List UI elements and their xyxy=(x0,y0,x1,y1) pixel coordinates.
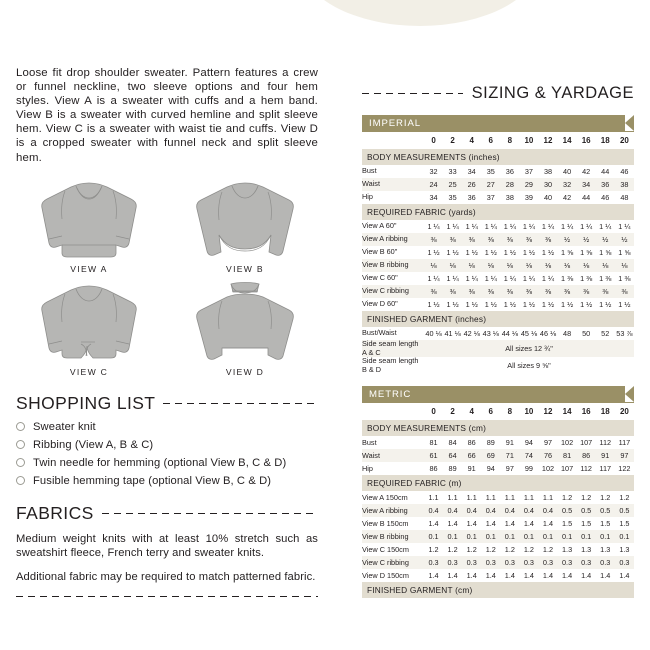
size-header: 12 xyxy=(543,136,553,145)
row-label: View A ribbing xyxy=(362,233,424,246)
imperial-banner-label: IMPERIAL xyxy=(369,118,421,129)
row-label: Hip xyxy=(362,462,424,475)
list-item[interactable] xyxy=(16,457,318,469)
table-row xyxy=(362,340,634,357)
checkbox-circle-icon[interactable] xyxy=(16,458,25,467)
size-header: 14 xyxy=(562,407,572,417)
row-label: View D 150cm xyxy=(362,569,424,582)
checkbox-circle-icon[interactable] xyxy=(16,422,25,431)
view-d-label: VIEW D xyxy=(225,366,265,377)
metric-body-header: BODY MEASUREMENTS (cm) xyxy=(362,420,634,436)
table-row: View C ribbing 0.3 0.3 0.3 0.3 0.3 0.3 0.3 0.3 0.3 0.3 0.3 xyxy=(362,556,634,569)
view-d-illustration xyxy=(172,278,318,366)
imperial-body-header: BODY MEASUREMENTS (inches) xyxy=(362,149,634,165)
row-label: View B ribbing xyxy=(362,259,424,272)
table-row: Bust/Waist 40 ⅛ 41 ⅛ 42 ⅛ 43 ⅛ 44 ⅛ 45 ⅛ 46 ⅛ 48 50 52 53 ⅞ xyxy=(362,328,633,338)
section-header-row xyxy=(362,149,634,165)
imperial-fabric-header: REQUIRED FABRIC (yards) xyxy=(362,204,634,220)
row-label: Bust/Waist xyxy=(362,327,424,340)
sweater-view-b-icon xyxy=(185,177,305,263)
view-b-label: VIEW B xyxy=(226,263,264,274)
checkbox-circle-icon[interactable] xyxy=(16,476,25,485)
table-row: Hip 86 89 91 94 97 99 102 107 112 117 122 xyxy=(362,462,634,475)
list-item[interactable] xyxy=(16,421,318,433)
row-label: View D 60" xyxy=(362,298,424,311)
size-header: 2 xyxy=(450,136,455,145)
row-label: View C ribbing xyxy=(362,556,424,569)
sizing-title-row xyxy=(362,84,634,103)
shopping-item-label: Fusible hemming tape (optional View B, C & D) xyxy=(33,474,272,487)
row-label: Waist xyxy=(362,178,424,191)
size-header: 2 xyxy=(450,407,455,417)
row-label: Side seam length A & C xyxy=(362,340,424,357)
view-a-illustration xyxy=(16,175,162,263)
sweater-view-d-icon xyxy=(185,280,305,366)
table-row-sizes xyxy=(362,403,634,420)
table-row: View A 60" 1 ¼ 1 ¼ 1 ¼ 1 ¼ 1 ¼ 1 ¼ 1 ¼ 1 ¼ 1 ¼ 1 ¼ 1 ¼ xyxy=(362,220,634,233)
view-c-label: VIEW C xyxy=(69,366,109,377)
shopping-item-label: Ribbing (View A, B & C) xyxy=(33,438,154,451)
view-row-top xyxy=(16,175,318,274)
fabrics-paragraph-2: Additional fabric may be required to match patterned fabric. xyxy=(16,570,316,583)
section-header-row xyxy=(362,204,634,220)
side-seam-bd-value: All sizes 9 ⅝" xyxy=(424,357,634,374)
sizing-title: SIZING & YARDAGE xyxy=(471,84,634,102)
side-seam-ac-value: All sizes 12 ¾" xyxy=(424,340,634,357)
size-header: 12 xyxy=(543,407,553,417)
size-header: 0 xyxy=(431,407,436,417)
table-row: Hip 34 35 36 37 38 39 40 42 44 46 48 xyxy=(362,191,634,204)
section-header-row xyxy=(362,420,634,436)
row-label: Bust xyxy=(362,165,424,178)
fabrics-rule xyxy=(102,513,318,514)
imperial-banner xyxy=(362,115,634,132)
size-header: 6 xyxy=(488,407,493,417)
shopping-list xyxy=(16,421,318,487)
metric-fabric-header: REQUIRED FABRIC (m) xyxy=(362,475,634,491)
table-row: View A ribbing 0.4 0.4 0.4 0.4 0.4 0.4 0.4 0.5 0.5 0.5 0.5 xyxy=(362,504,634,517)
size-header: 20 xyxy=(619,407,629,417)
table-row-sizes xyxy=(362,132,634,149)
table-row: View B 150cm 1.4 1.4 1.4 1.4 1.4 1.4 1.4 1.5 1.5 1.5 1.5 xyxy=(362,517,634,530)
list-item[interactable] xyxy=(16,439,318,451)
table-row: View B 60" 1 ½ 1 ½ 1 ½ 1 ½ 1 ½ 1 ½ 1 ½ 1 ⅝ 1 ⅝ 1 ⅝ 1 ⅝ xyxy=(362,246,634,259)
size-header: 20 xyxy=(619,136,629,145)
size-header: 8 xyxy=(507,136,513,145)
view-c-illustration xyxy=(16,278,162,366)
fabrics-heading: FABRICS xyxy=(16,502,94,523)
sizing-rule xyxy=(362,93,463,94)
row-label: Waist xyxy=(362,449,424,462)
section-header-row xyxy=(362,582,634,598)
view-cell-d xyxy=(172,278,318,377)
table-row: View A ribbing ⅜ ⅜ ⅜ ⅜ ⅜ ⅜ ⅜ ½ ½ ½ ½ xyxy=(362,233,634,246)
table-row: View C 60" 1 ¼ 1 ¼ 1 ¼ 1 ¼ 1 ¼ 1 ¼ 1 ¼ 1 ⅜ 1 ⅜ 1 ⅜ 1 ⅜ xyxy=(362,272,634,285)
row-label: View A 150cm xyxy=(362,491,424,504)
fabrics-heading-row xyxy=(16,503,318,524)
imperial-finished-header: FINISHED GARMENT (inches) xyxy=(362,311,634,327)
sweater-view-a-icon xyxy=(29,177,149,263)
section-header-row xyxy=(362,311,634,327)
table-row: Bust 81 84 86 89 91 94 97 102 107 112 117 xyxy=(362,436,634,449)
metric-banner-label: METRIC xyxy=(369,389,412,401)
list-item[interactable] xyxy=(16,475,318,487)
size-header: 0 xyxy=(431,136,436,145)
size-header: 4 xyxy=(469,136,474,145)
view-illustrations xyxy=(16,175,318,377)
row-label: Side seam length B & D xyxy=(362,357,424,374)
left-column xyxy=(16,66,318,597)
table-row: View A 150cm 1.1 1.1 1.1 1.1 1.1 1.1 1.1 1.2 1.2 1.2 1.2 xyxy=(362,491,634,504)
row-label: View B 150cm xyxy=(362,517,424,530)
size-header: 6 xyxy=(488,136,493,145)
size-header: 18 xyxy=(600,407,610,417)
row-label: View B ribbing xyxy=(362,530,424,543)
checkbox-circle-icon[interactable] xyxy=(16,440,25,449)
size-header: 10 xyxy=(524,407,534,417)
row-label: View C 150cm xyxy=(362,543,424,556)
view-b-illustration xyxy=(172,175,318,263)
shopping-item-label: Sweater knit xyxy=(33,420,96,433)
photo-bottom-edge xyxy=(300,0,540,26)
table-row: View D 150cm 1.4 1.4 1.4 1.4 1.4 1.4 1.4 1.4 1.4 1.4 1.4 xyxy=(362,569,634,582)
row-label: View C 60" xyxy=(362,272,424,285)
table-row: View C 150cm 1.2 1.2 1.2 1.2 1.2 1.2 1.2 1.3 1.3 1.3 1.3 xyxy=(362,543,634,556)
shopping-list-rule xyxy=(163,403,318,404)
row-label: View A ribbing xyxy=(362,504,424,517)
size-header: 14 xyxy=(562,136,572,145)
row-label: Hip xyxy=(362,191,424,204)
table-row: Waist 24 25 26 27 28 29 30 32 34 36 38 xyxy=(362,178,634,191)
pattern-description-text: Loose fit drop shoulder sweater. Pattern features a crew or funnel neckline, two sleeve options and four hem styles. View A is a sweater with cuffs and a hem band. View B is a sweater with curved hemline and split sleeve hem. View C is a sweater with waist tie and cuffs. View D is a cropped sweater with funnel neck and split sleeve hem. xyxy=(16,67,318,164)
metric-table xyxy=(362,403,634,598)
section-header-row xyxy=(362,475,634,491)
row-label: View B 60" xyxy=(362,246,424,259)
size-header: 18 xyxy=(600,136,610,145)
bottom-divider xyxy=(16,596,318,597)
size-header: 16 xyxy=(581,136,591,145)
row-label: View A 60" xyxy=(362,220,424,233)
table-row xyxy=(362,357,634,374)
row-label: View C ribbing xyxy=(362,285,424,298)
size-header: 8 xyxy=(507,407,513,417)
shopping-item-label: Twin needle for hemming (optional View B, C & D) xyxy=(33,456,287,469)
row-label: Bust xyxy=(362,436,424,449)
metric-banner xyxy=(362,386,634,403)
size-header: 4 xyxy=(469,407,474,417)
fabrics-paragraph-1: Medium weight knits with at least 10% stretch such as sweatshirt fleece, French terry and sweater knits. xyxy=(16,532,318,559)
table-row: View B ribbing 0.1 0.1 0.1 0.1 0.1 0.1 0.1 0.1 0.1 0.1 0.1 xyxy=(362,530,634,543)
table-row: View C ribbing ⅜ ⅜ ⅜ ⅜ ⅜ ⅜ ⅜ ⅜ ⅜ ⅜ ⅜ xyxy=(362,285,634,298)
view-cell-c xyxy=(16,278,162,377)
size-header: 16 xyxy=(581,407,591,417)
size-header: 10 xyxy=(524,136,534,145)
view-row-bottom xyxy=(16,278,318,377)
table-row: View D 60" 1 ½ 1 ½ 1 ½ 1 ½ 1 ½ 1 ½ 1 ½ 1 ½ 1 ½ 1 ½ 1 ½ xyxy=(362,298,634,311)
shopping-list-heading-row xyxy=(16,393,318,414)
view-cell-b xyxy=(172,175,318,274)
table-row: View B ribbing ⅛ ⅛ ⅛ ⅛ ⅛ ⅛ ⅛ ⅛ ⅛ ⅛ ⅛ xyxy=(362,259,634,272)
shopping-list-heading: SHOPPING LIST xyxy=(16,392,156,413)
imperial-table xyxy=(362,132,634,374)
view-a-label: VIEW A xyxy=(70,263,108,274)
table-row: Bust 32 33 34 35 36 37 38 40 42 44 46 xyxy=(362,165,634,178)
pattern-description xyxy=(16,66,318,165)
sweater-view-c-icon xyxy=(29,280,149,366)
table-row: Waist 61 64 66 69 71 74 76 81 86 91 97 xyxy=(362,449,634,462)
view-cell-a xyxy=(16,175,162,274)
right-column xyxy=(362,84,634,598)
metric-finished-header: FINISHED GARMENT (cm) xyxy=(362,582,634,598)
